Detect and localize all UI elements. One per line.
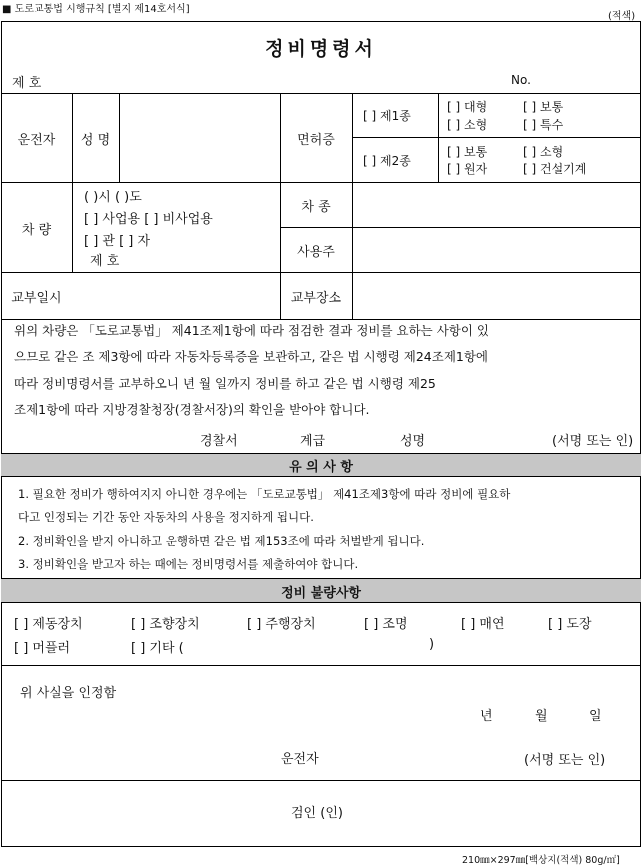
vehicle-type-label: 차 종 bbox=[301, 200, 331, 215]
order-text-line: 조제1항에 따라 지방경찰청장(경찰서장)의 확인을 받아야 합니다. bbox=[14, 402, 370, 417]
defect-steering-checkbox[interactable]: [ ] 조향장치 bbox=[131, 617, 200, 632]
notes-item: 2. 정비확인을 받지 아니하고 운행하면 같은 법 제153조에 따라 처벌받게 됩니다. bbox=[18, 534, 425, 548]
defect-other-close: ) bbox=[429, 637, 435, 652]
class1-large-checkbox[interactable]: [ ] 대형 bbox=[447, 100, 488, 114]
defect-lighting-checkbox[interactable]: [ ] 조명 bbox=[364, 617, 408, 632]
form-reference: ■ 도로교통법 시행규칙 [별지 제14호서식] bbox=[2, 4, 190, 15]
class1-normal-checkbox[interactable]: [ ] 보통 bbox=[523, 100, 564, 114]
order-text-line: 따라 정비명령서를 교부하오니 년 월 일까지 정비를 하고 같은 법 시행령 제25 bbox=[14, 376, 436, 391]
defect-other-checkbox[interactable]: [ ] 기타 ( bbox=[131, 641, 184, 656]
notes-item: 3. 정비확인을 받고자 하는 때에는 정비명령서를 제출하여야 합니다. bbox=[18, 557, 359, 571]
notes-item: 다고 인정되는 기간 동안 자동차의 사용을 정지하게 됩니다. bbox=[18, 510, 314, 524]
defect-paint-checkbox[interactable]: [ ] 도장 bbox=[548, 617, 592, 632]
defects-title: 정비 불량사항 bbox=[281, 586, 361, 601]
confirm-month: 월 bbox=[535, 709, 548, 724]
vehicle-usage-checkbox[interactable]: [ ] 사업용 [ ] 비사업용 bbox=[84, 212, 213, 227]
vehicle-number-line: 제 호 bbox=[90, 254, 120, 269]
issue-date-label: 교부일시 bbox=[11, 291, 62, 306]
confirm-signature-label: (서명 또는 인) bbox=[524, 753, 606, 768]
defect-brake-checkbox[interactable]: [ ] 제동장치 bbox=[14, 617, 83, 632]
officer-name-label: 성명 bbox=[400, 434, 426, 449]
class2-construction-checkbox[interactable]: [ ] 건설기계 bbox=[523, 162, 587, 176]
vehicle-region-line: ( )시 ( )도 bbox=[84, 190, 142, 205]
confirm-driver-label: 운전자 bbox=[281, 752, 319, 767]
police-station-label: 경찰서 bbox=[200, 434, 238, 449]
notes-title: 유 의 사 항 bbox=[289, 460, 353, 475]
confirm-text: 위 사실을 인정함 bbox=[20, 686, 117, 701]
notes-item: 1. 필요한 정비가 행하여지지 아니한 경우에는 「도로교통법」 제41조제3항에 따라 정비에 필요하 bbox=[18, 487, 511, 501]
no-label: No. bbox=[511, 73, 531, 87]
order-text-line: 으므로 같은 조 제3항에 따라 자동차등록증을 보관하고, 같은 법 시행령 제24조제1항에 bbox=[14, 349, 488, 364]
officer-signature-label: (서명 또는 인) bbox=[552, 434, 634, 449]
class1-small-checkbox[interactable]: [ ] 소형 bbox=[447, 118, 488, 132]
license-class1-checkbox[interactable]: [ ] 제1종 bbox=[363, 109, 411, 123]
defect-driving-checkbox[interactable]: [ ] 주행장치 bbox=[247, 617, 316, 632]
color-note: (적색) bbox=[608, 11, 636, 22]
driver-section-label: 운전자 bbox=[17, 133, 56, 148]
vehicle-section-label: 차 량 bbox=[21, 223, 52, 238]
defect-emission-checkbox[interactable]: [ ] 매연 bbox=[461, 617, 505, 632]
rank-label: 계급 bbox=[300, 434, 326, 449]
class2-small-checkbox[interactable]: [ ] 소형 bbox=[523, 145, 564, 159]
issue-place-label: 교부장소 bbox=[290, 291, 342, 306]
confirm-year: 년 bbox=[480, 709, 493, 724]
driver-name-label: 성 명 bbox=[80, 133, 111, 148]
class2-normal-checkbox[interactable]: [ ] 보통 bbox=[447, 145, 488, 159]
footer-paper-spec: 210㎜×297㎜[백상지(적색) 80g/㎡] bbox=[462, 855, 620, 866]
order-text-line: 위의 차량은 「도로교통법」 제41조제1항에 따라 점검한 결과 정비를 요하는 사항이 있 bbox=[14, 323, 489, 338]
class1-special-checkbox[interactable]: [ ] 특수 bbox=[523, 118, 564, 132]
vehicle-govt-checkbox[interactable]: [ ] 관 [ ] 자 bbox=[84, 234, 151, 249]
license-class2-checkbox[interactable]: [ ] 제2종 bbox=[363, 154, 411, 168]
class2-motorbike-checkbox[interactable]: [ ] 원자 bbox=[447, 162, 488, 176]
number-label: 제 호 bbox=[12, 76, 42, 91]
defect-muffler-checkbox[interactable]: [ ] 머플러 bbox=[14, 641, 71, 656]
page-title: 정비명령서 bbox=[265, 38, 377, 60]
inspection-stamp-label: 검인 (인) bbox=[291, 806, 343, 821]
vehicle-owner-label: 사용주 bbox=[297, 245, 335, 260]
license-label: 면허증 bbox=[297, 133, 335, 148]
confirm-day: 일 bbox=[589, 709, 602, 724]
